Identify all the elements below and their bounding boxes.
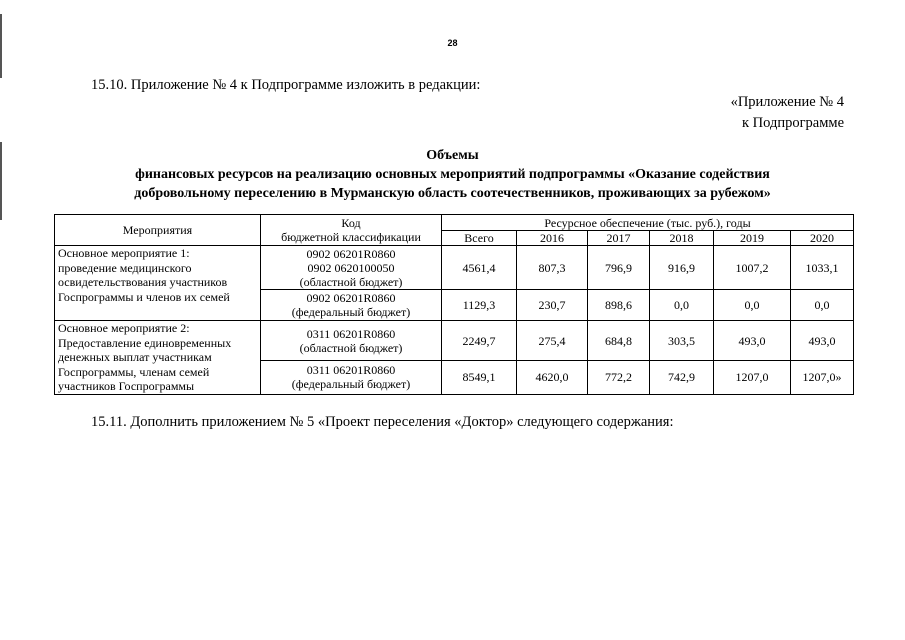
value-2017: 796,9: [588, 246, 650, 290]
value-total: 1129,3: [442, 290, 517, 321]
header-budget-code: Код бюджетной классификации: [261, 215, 442, 246]
header-year-2019: 2019: [714, 231, 791, 246]
value-total: 8549,1: [442, 361, 517, 394]
value-2016: 807,3: [517, 246, 588, 290]
value-total: 4561,4: [442, 246, 517, 290]
value-2017: 684,8: [588, 321, 650, 361]
page-number: 28: [447, 38, 458, 48]
appendix-line-2: к Подпрограмме: [741, 115, 844, 131]
header-year-2016: 2016: [517, 231, 588, 246]
budget-code-cell: 0311 06201R0860 (федеральный бюджет): [261, 361, 442, 394]
value-2018: 742,9: [650, 361, 714, 394]
budget-code-cell: 0902 06201R0860 (федеральный бюджет): [261, 290, 442, 321]
value-2018: 0,0: [650, 290, 714, 321]
header-activity: Мероприятия: [55, 215, 261, 246]
heading-line-3: добровольному переселению в Мурманскую область соотечественников, проживающих за рубежом»: [134, 186, 771, 201]
value-2016: 275,4: [517, 321, 588, 361]
value-2019: 493,0: [714, 321, 791, 361]
table-row: [55, 246, 854, 290]
value-2020: 0,0: [791, 290, 854, 321]
value-2017: 898,6: [588, 290, 650, 321]
activity-cell: Основное мероприятие 1: проведение медицинского освидетельствования участников Госпрограммы и членов их семей: [55, 246, 261, 321]
value-2017: 772,2: [588, 361, 650, 394]
table-row: [55, 321, 854, 361]
value-2020: 493,0: [791, 321, 854, 361]
budget-code-cell: 0902 06201R0860 0902 0620100050 (областной бюджет): [261, 246, 442, 290]
header-year-2020: 2020: [791, 231, 854, 246]
value-2020: 1207,0»: [791, 361, 854, 394]
value-2019: 0,0: [714, 290, 791, 321]
header-resources: Ресурсное обеспечение (тыс. руб.), годы: [442, 215, 854, 231]
heading-line-2: финансовых ресурсов на реализацию основных мероприятий подпрограммы «Оказание содействия: [135, 167, 770, 182]
header-total: Всего: [442, 231, 517, 246]
value-2020: 1033,1: [791, 246, 854, 290]
value-2018: 916,9: [650, 246, 714, 290]
header-year-2017: 2017: [588, 231, 650, 246]
value-total: 2249,7: [442, 321, 517, 361]
heading-line-1: Объемы: [426, 148, 479, 163]
activity-cell: Основное мероприятие 2: Предоставление единовременных денежных выплат участникам Госпрограммы, членам семей участников Госпрограммы: [55, 321, 261, 395]
value-2019: 1007,2: [714, 246, 791, 290]
header-year-2018: 2018: [650, 231, 714, 246]
paragraph-15-10: 15.10. Приложение № 4 к Подпрограмме изложить в редакции:: [91, 77, 481, 93]
value-2018: 303,5: [650, 321, 714, 361]
appendix-label: [731, 92, 844, 134]
funding-table: [54, 214, 854, 395]
value-2016: 4620,0: [517, 361, 588, 394]
value-2019: 1207,0: [714, 361, 791, 394]
table-heading: [0, 146, 905, 203]
budget-code-cell: 0311 06201R0860 (областной бюджет): [261, 321, 442, 361]
value-2016: 230,7: [517, 290, 588, 321]
appendix-line-1: «Приложение № 4: [730, 94, 844, 110]
paragraph-15-11: 15.11. Дополнить приложением № 5 «Проект переселения «Доктор» следующего содержания:: [91, 414, 674, 430]
